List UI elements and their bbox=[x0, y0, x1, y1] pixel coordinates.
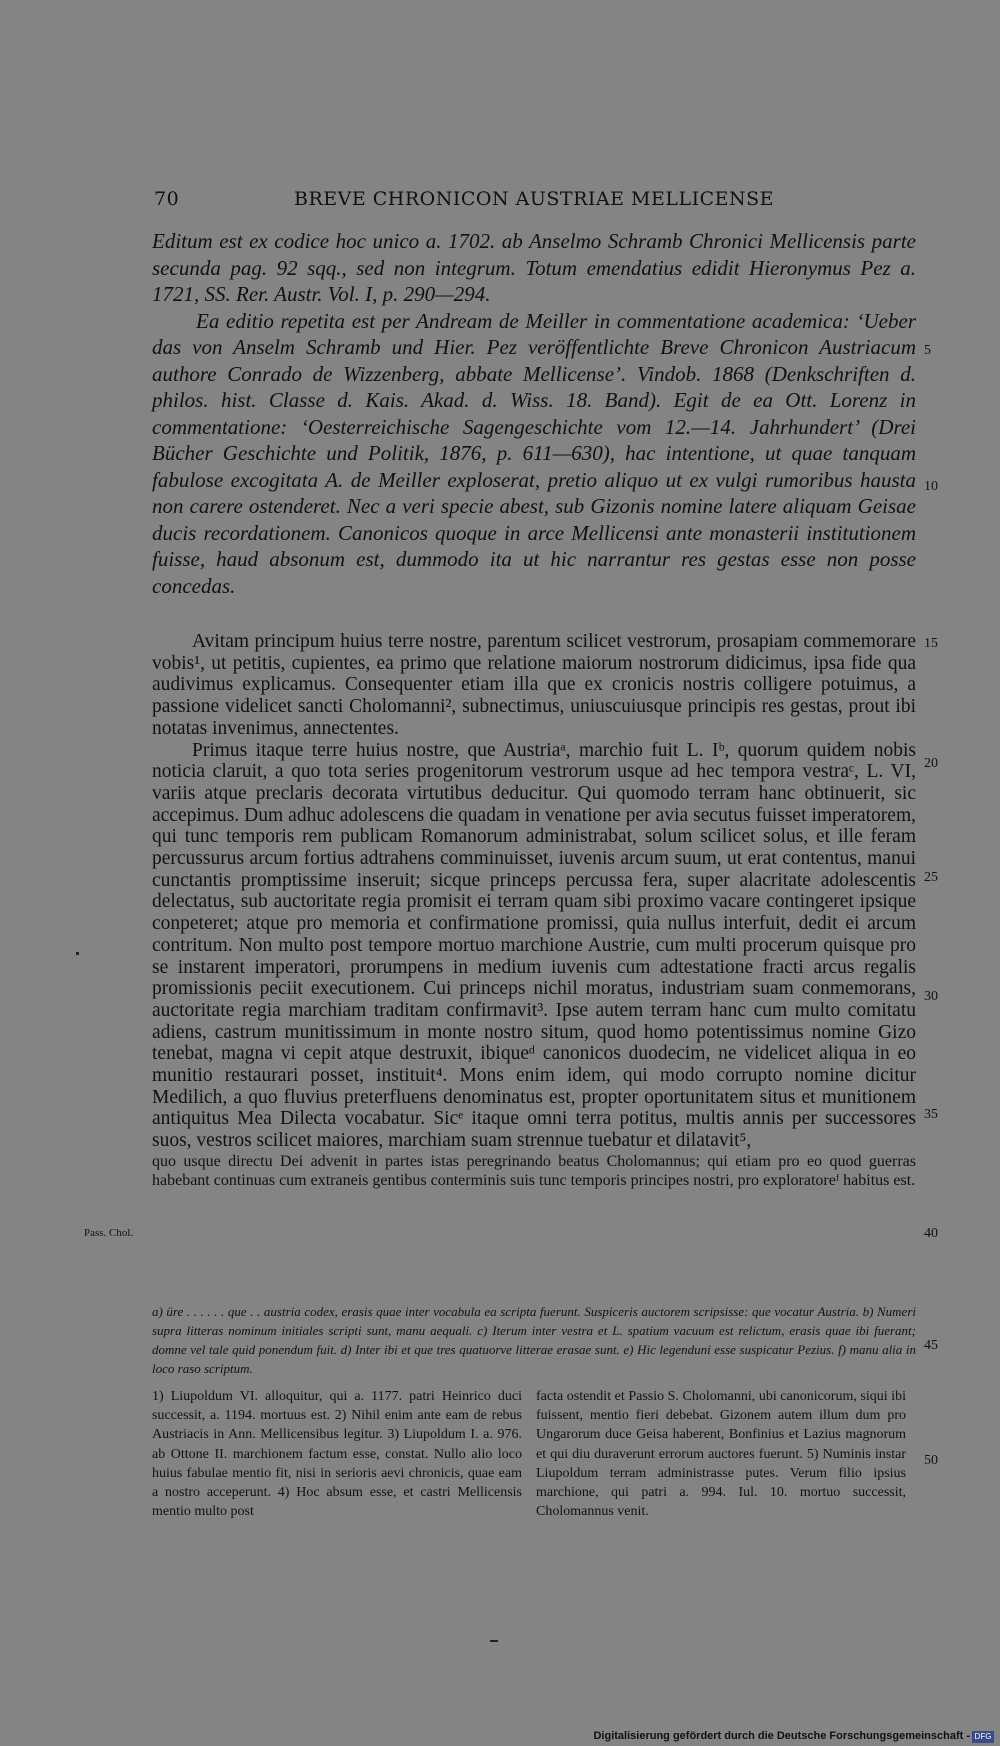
intro-paragraph: Ea editio repetita est per Andream de Meiller in commentatione academica: ‘Ueber das von Anselm Schramb und Hier. Pez veröffentlichte Breve Chronicon Austriacum authore Conrado de Wizzenberg, abbate Mellicense’. Vindob. 1868 (Denkschriften d. philos. hist. Classe d. Kais. Akad. d. Wiss. 18. Band). Egit de ea Ott. Lorenz in commentatione: ‘Oesterreichische Sagengeschichte vom 12.—14. Jahrhundert’ (Drei Bücher Geschichte und Politik, 1876, p. 611—630), hac intentione, ut quae tanquam fabulose excogitata A. de Meiller exploserat, pretio aliquo ut ex vulgi rumoribus hausta non carere ostenderet. Nec a veri specie abest, sub Gizonis nomine latere aliquam Geisae ducis recordationem. Canonicos quoque in arce Mellicensi ante monasterii institutionem fuisse, haud absonum est, dummodo ita ut hic narrantur res gestas esse non posse concedas. bbox=[152, 308, 916, 598]
digitization-credit: Digitalisierung gefördert durch die Deutsche Forschungsgemeinschaft - bbox=[593, 1730, 970, 1742]
intro-paragraph: Editum est ex codice hoc unico a. 1702. ab Anselmo Schramb Chronici Mellicensis parte secunda pag. 92 sqq., sed non integrum. Totum emendatius edidit Hieronymus Pez a. 1721, SS. Rer. Austr. Vol. I, p. 290—294. bbox=[152, 229, 916, 306]
scan-mark bbox=[490, 1640, 498, 1642]
margin-note: Pass. Chol. bbox=[84, 1227, 134, 1239]
footnote-text: 1) Liupoldum VI. alloquitur, qui a. 1177. patri Heinrico duci successit, a. 1194. mortuus est. 2) Nihil enim ante eam de rebus Austriacis in Ann. Mellicensibus legitur. 3) Liupoldum I. a. 976. ab Ottone II. marchionem factum esse, constat. Nullo alio loco huius fabulae mentio fit, nisi in serioris aevi chronicis, quae eam a nostro acceperunt. 4) Hoc absum esse, et castri Mellicensis mentio multo post bbox=[152, 1389, 522, 1520]
chronicle-text bbox=[152, 631, 916, 1190]
line-number: 20 bbox=[924, 756, 938, 771]
line-number: 15 bbox=[924, 636, 938, 651]
editorial-introduction bbox=[152, 228, 916, 599]
line-number: 25 bbox=[924, 870, 938, 885]
footnotes-right-column bbox=[536, 1387, 906, 1521]
line-number: 5 bbox=[924, 343, 931, 358]
apparatus-notes: a) üre . . . . . . que . . austria codex, erasis quae inter vocabula ea scripta fuerunt. Suspiceris auctorem scripsisse: que vocatur Austria. b) Numeri supra litteras nominum initiales scripti sunt, manu aequali. c) Iterum inter vestra et L. spatium vacuum est relictum, erasis quae ibi fuerant; domne vel tale quid ponendum fuit. d) Inter ibi et que tres quatuorve litterae erasae sunt. e) Hic legenduni esse suspicatur Pezius. f) manu alia in loco raso scriptum. bbox=[152, 1304, 916, 1376]
body-paragraph: Avitam principum huius terre nostre, parentum scilicet vestrorum, prosapiam commemorare vobis¹, ut petitis, cupientes, ea primo que relatione maiorum nostrorum didicimus, ipsa fide qua audivimus explicamus. Consequenter etiam illa que ex cronicis nostris colligere potuimus, a passione videlicet sancti Cholomanni², subnectimus, uniuscuiusque principis res gestas, prout ibi notatas invenimus, annectentes. bbox=[152, 631, 916, 739]
scan-speck bbox=[76, 952, 79, 955]
body-paragraph: Primus itaque terre huius nostre, que Austriaᵃ, marchio fuit L. Iᵇ, quorum quidem nobis noticia claruit, a quo tota series progenitorum vestrorum usque ad hec tempora vestraᶜ, L. VI, variis atque preclaris decorata virtutibus deducitur. Qui quomodo terram hanc obtinuerit, sic accepimus. Dum adhuc adolescens die quadam in venatione per avia secutus fuisset imperatorem, qui tunc temporis rem publicam Romanorum administrabat, solum scilicet solus, et ille feram percussurus arcum fortius adtrahens comminuisset, iuvenis arcum suum, ut erat contentus, manui cunctantis promptissime inseruit; sicque princeps percussa fera, super alacritate adolescentis delectatus, sub auctoritate regia promisit ei terram quam sibi proximo vacare contingeret ipsique conpeteret; atque pro memoria et confirmatione promissi, quia nullus interfuit, dedit ei arcum contritum. Non multo post tempore mortuo marchione Austrie, cum multi procerum quisque pro se instarent imperatori, prorumpens in medium iuvenis cum adtestatione fracti arcus regalis promissionis peciit executionem. Cui princeps nichil moratus, industriam suam conmemorans, auctoritate regia marchiam traditam confirmavit³. Ipse autem terram hanc cum multo comitatu adiens, castrum munitissimum in monte nostro situm, quod homo potentissimus nomine Gizo tenebat, magna vi cepit atque destruxit, ibiqueᵈ canonicos duodecim, ne videlicet aliqua in eo munitio restaurari posset, instituit⁴. Mons enim idem, qui modo corrupto nomine dicitur Medilich, a quo fluvius preterfluens denominatus est, propter oportunitatem situs et munitionem antiquitus Mea Dilecta vocabatur. Sicᵉ itaque omni terra potitus, multis annis per successores suos, vestros scilicet maiores, marchiam suam strennue tuebatur et dilatavit⁵, bbox=[152, 739, 916, 1152]
line-number: 10 bbox=[924, 479, 938, 494]
body-paragraph-small: quo usque directu Dei advenit in partes istas peregrinando beatus Cholomannus; qui etiam pro eo quod guerras habebant continuas cum extraneis gentibus conterminis suis tunc temporis principes nostri, pro exploratoreᶠ habitus est. bbox=[152, 1152, 916, 1189]
textual-apparatus bbox=[152, 1302, 916, 1378]
footnotes-left-column bbox=[152, 1387, 522, 1521]
line-number: 35 bbox=[924, 1107, 938, 1122]
page-number: 70 bbox=[154, 188, 180, 210]
dfg-logo: DFG bbox=[972, 1731, 994, 1743]
line-number: 45 bbox=[924, 1338, 938, 1353]
line-number: 40 bbox=[924, 1226, 938, 1241]
line-number: 30 bbox=[924, 989, 938, 1004]
line-number: 50 bbox=[924, 1453, 938, 1468]
footnote-text: facta ostendit et Passio S. Cholomanni, ubi canonicorum, siqui ibi fuissent, mentio fieri debebat. Gizonem autem illum dum pro Ungarorum duce Geisa haberent, Bonfinius et Lazius magnorum et qui diu duraverunt errorum auctores fuerunt. 5) Numinis instar Liupoldum terram administrasse putes. Verum filio ipsius marchione, qui patri a. 994. Iul. 10. mortuo successit, Cholomannus venit. bbox=[536, 1389, 906, 1520]
running-title: BREVE CHRONICON AUSTRIAE MELLICENSE bbox=[293, 188, 774, 210]
